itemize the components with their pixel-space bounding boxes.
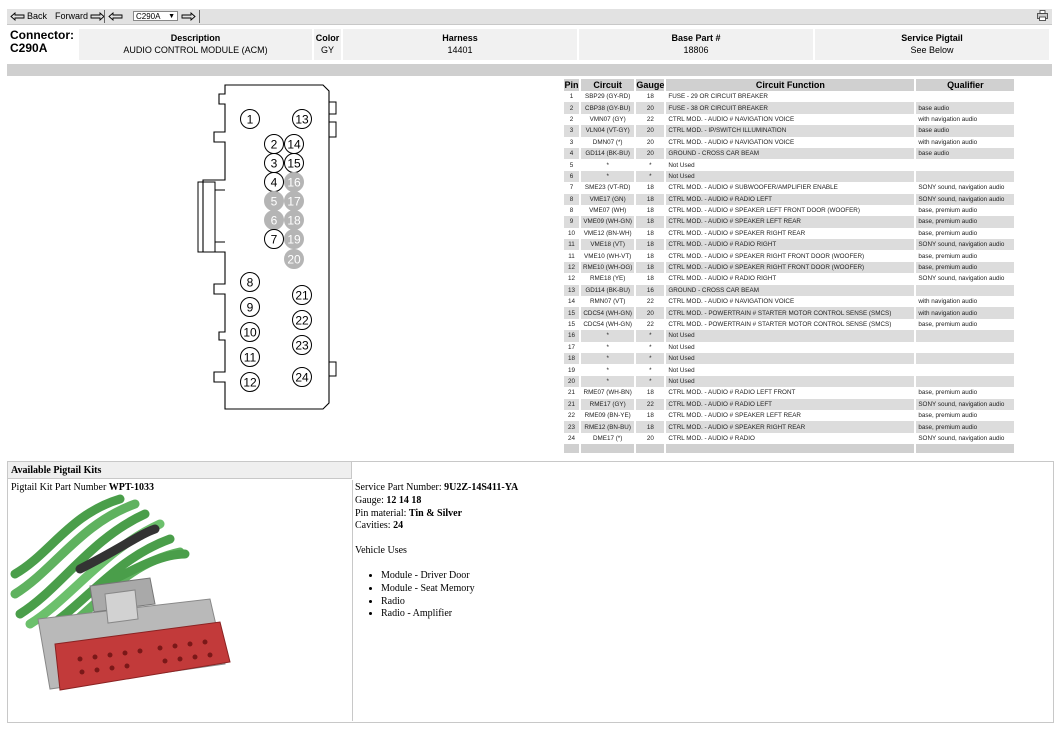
function-cell: Not Used — [665, 376, 915, 387]
gauge-cell: 18 — [635, 228, 665, 239]
function-cell: CTRL MOD. - AUDIO # NAVIGATION VOICE — [665, 114, 915, 125]
basepart-title: Base Part # — [671, 33, 721, 43]
table-row — [564, 364, 1015, 375]
qualifier-cell: base, premium audio — [915, 250, 1015, 261]
description-value: AUDIO CONTROL MODULE (ACM) — [123, 45, 268, 55]
qualifier-cell: base audio — [915, 125, 1015, 136]
pin-cell: 3 — [564, 125, 580, 136]
circuit-cell: RME10 (WH-OG) — [580, 262, 635, 273]
table-row — [564, 148, 1015, 159]
function-cell: Not Used — [665, 171, 915, 182]
circuit-cell: DMN07 (*) — [580, 137, 635, 148]
function-cell: Not Used — [665, 159, 915, 170]
function-cell: CTRL MOD. - AUDIO # NAVIGATION VOICE — [665, 296, 915, 307]
pin-cell: 12 — [564, 262, 580, 273]
connector-latch-outline — [198, 182, 225, 252]
function-cell: CTRL MOD. - AUDIO # SPEAKER RIGHT REAR — [665, 228, 915, 239]
qualifier-cell — [915, 330, 1015, 341]
function-cell: CTRL MOD. - AUDIO # RADIO — [665, 433, 915, 444]
vehicle-uses-list — [355, 570, 518, 621]
gauge-cell: * — [635, 330, 665, 341]
function-cell: CTRL MOD. - AUDIO # SPEAKER LEFT REAR — [665, 216, 915, 227]
function-cell: Not Used — [665, 342, 915, 353]
function-cell: CTRL MOD. - IP/SWITCH ILLUMINATION — [665, 125, 915, 136]
table-row — [564, 194, 1015, 205]
function-cell: CTRL MOD. - AUDIO # SUBWOOFER/AMPLIFIER ENABLE — [665, 182, 915, 193]
qualifier-cell — [915, 353, 1015, 364]
cavity-number: 21 — [295, 288, 309, 303]
back-button[interactable] — [10, 10, 47, 23]
description-cell — [79, 29, 312, 60]
cavity-number: 3 — [270, 156, 278, 171]
pigtail-cell — [815, 29, 1049, 60]
gauge-cell: * — [635, 342, 665, 353]
gauge-cell: * — [635, 171, 665, 182]
pin-cell: 10 — [564, 228, 580, 239]
table-row — [564, 285, 1015, 296]
gauge-cell: 18 — [635, 91, 665, 102]
gauge-line — [355, 495, 518, 508]
qualifier-cell — [915, 171, 1015, 182]
footer-cell — [580, 444, 635, 453]
pigtail-title: Service Pigtail — [901, 33, 963, 43]
function-cell: Not Used — [665, 364, 915, 375]
gauge-cell: 18 — [635, 205, 665, 216]
table-row — [564, 319, 1015, 330]
qualifier-cell — [915, 342, 1015, 353]
pin-cell: 12 — [564, 273, 580, 284]
gauge-cell: 22 — [635, 114, 665, 125]
kit-details — [355, 482, 518, 621]
table-row — [564, 102, 1015, 113]
connector-outline — [203, 85, 329, 409]
cavity-number: 8 — [246, 275, 254, 290]
table-row — [564, 410, 1015, 421]
footer-cell — [915, 444, 1015, 453]
circuit-cell: * — [580, 171, 635, 182]
circuit-cell: RME18 (YE) — [580, 273, 635, 284]
section-divider-bar — [7, 64, 1052, 76]
cavity-number: 23 — [295, 338, 309, 353]
cavity-number: 6 — [270, 213, 278, 228]
gauge-cell: 20 — [635, 433, 665, 444]
table-row — [564, 421, 1015, 432]
pin-cell: 7 — [564, 182, 580, 193]
cavity-number: 17 — [287, 194, 301, 209]
col-circuit: Circuit — [580, 79, 635, 91]
qualifier-cell: SONY sound, navigation audio — [915, 273, 1015, 284]
circuit-cell: VLN04 (VT-GY) — [580, 125, 635, 136]
circuit-cell: CBP38 (GY-BU) — [580, 102, 635, 113]
pin-cell: 3 — [564, 137, 580, 148]
gauge-cell: 22 — [635, 399, 665, 410]
table-row — [564, 342, 1015, 353]
pin-cell: 1 — [564, 91, 580, 102]
cavity-number: 14 — [287, 137, 301, 152]
connector-label: Connector: — [10, 28, 74, 42]
kit-part-line — [8, 480, 352, 493]
circuit-cell: VME10 (WH-VT) — [580, 250, 635, 261]
chevron-down-icon: ▼ — [168, 13, 175, 20]
basepart-value: 18806 — [683, 45, 709, 55]
circuit-cell: RME09 (BN-YE) — [580, 410, 635, 421]
vehicle-use-item: • Module - Driver Door — [381, 570, 518, 583]
service-part-value: 9U2Z-14S411-YA — [444, 482, 519, 493]
table-row — [564, 273, 1015, 284]
qualifier-cell: base, premium audio — [915, 387, 1015, 398]
qualifier-cell: base, premium audio — [915, 262, 1015, 273]
gauge-cell: 18 — [635, 421, 665, 432]
toolbar-divider — [199, 10, 200, 23]
connector-select[interactable] — [133, 11, 178, 21]
gauge-cell: 18 — [635, 387, 665, 398]
circuit-cell: VME09 (WH-GN) — [580, 216, 635, 227]
gauge-cell: 20 — [635, 307, 665, 318]
table-row — [564, 159, 1015, 170]
table-row — [564, 296, 1015, 307]
qualifier-cell: SONY sound, navigation audio — [915, 182, 1015, 193]
cavity-number: 10 — [243, 325, 257, 340]
pin-cell: 19 — [564, 364, 580, 375]
cavity-number: 22 — [295, 313, 309, 328]
function-cell: CTRL MOD. - AUDIO # SPEAKER LEFT REAR — [665, 410, 915, 421]
function-cell: Not Used — [665, 330, 915, 341]
pin-material-line — [355, 508, 518, 521]
toolbar — [7, 9, 1052, 25]
function-cell: CTRL MOD. - AUDIO # RADIO RIGHT — [665, 273, 915, 284]
table-row — [564, 125, 1015, 136]
gauge-cell: * — [635, 353, 665, 364]
gauge-value: 12 14 18 — [386, 494, 422, 506]
function-cell: GROUND - CROSS CAR BEAM — [665, 148, 915, 159]
circuit-cell: * — [580, 342, 635, 353]
qualifier-cell: SONY sound, navigation audio — [915, 194, 1015, 205]
pin-cell: 2 — [564, 102, 580, 113]
pin-cell: 20 — [564, 376, 580, 387]
cavity-group — [241, 110, 312, 392]
cavity-number: 11 — [243, 350, 257, 365]
table-row — [564, 307, 1015, 318]
circuit-cell: RME07 (WH-BN) — [580, 387, 635, 398]
gauge-cell: 18 — [635, 239, 665, 250]
circuit-cell: CDC54 (WH-GN) — [580, 307, 635, 318]
pin-cell: 11 — [564, 250, 580, 261]
circuit-cell: RME12 (BN-BU) — [580, 421, 635, 432]
qualifier-cell — [915, 364, 1015, 375]
function-cell: GROUND - CROSS CAR BEAM — [665, 285, 915, 296]
back-arrow-icon — [10, 12, 25, 21]
gauge-cell: 18 — [635, 182, 665, 193]
pin-cell: 18 — [564, 353, 580, 364]
qualifier-cell: base, premium audio — [915, 205, 1015, 216]
toolbar-divider — [104, 10, 105, 23]
harness-cell — [343, 29, 577, 60]
gauge-cell: 22 — [635, 296, 665, 307]
qualifier-cell: with navigation audio — [915, 114, 1015, 125]
pin-material-value: Tin & Silver — [408, 507, 463, 519]
printer-icon[interactable] — [1037, 10, 1048, 21]
qualifier-cell: base, premium audio — [915, 228, 1015, 239]
vehicle-use-item: • Module - Seat Memory — [381, 583, 518, 596]
circuit-cell: * — [580, 330, 635, 341]
pin-cell: 8 — [564, 205, 580, 216]
col-gauge: Gauge — [636, 80, 665, 90]
gauge-cell: * — [635, 364, 665, 375]
function-cell: FUSE - 29 OR CIRCUIT BREAKER — [665, 91, 915, 102]
cavity-number: 5 — [270, 194, 278, 209]
kits-title: Available Pigtail Kits — [8, 462, 352, 479]
cavities-label: Cavities: — [355, 520, 391, 532]
cavity-number: 16 — [287, 175, 301, 190]
connector-right-tab — [329, 102, 336, 376]
pin-cell: 21 — [564, 399, 580, 410]
table-row — [564, 182, 1015, 193]
table-row — [564, 228, 1015, 239]
table-row — [564, 433, 1015, 444]
circuit-cell: VME12 (BN-WH) — [580, 228, 635, 239]
qualifier-cell — [915, 91, 1015, 102]
function-cell: CTRL MOD. - AUDIO # SPEAKER LEFT FRONT DOOR (WOOFER) — [665, 205, 915, 216]
pin-cell: 8 — [564, 194, 580, 205]
pin-cell: 6 — [564, 171, 580, 182]
qualifier-cell: SONY sound, navigation audio — [915, 433, 1015, 444]
circuit-cell: * — [580, 364, 635, 375]
gauge-label: Gauge: — [355, 494, 384, 506]
qualifier-cell: base audio — [915, 148, 1015, 159]
next-arrow-icon — [181, 12, 196, 21]
cavity-number: 24 — [295, 370, 309, 385]
table-row — [564, 387, 1015, 398]
kit-part-number: WPT-1033 — [108, 482, 154, 493]
table-row — [564, 376, 1015, 387]
circuit-cell: VME07 (WH) — [580, 205, 635, 216]
function-cell: CTRL MOD. - AUDIO # RADIO LEFT FRONT — [665, 387, 915, 398]
pin-cell: 24 — [564, 433, 580, 444]
pin-cell: 5 — [564, 159, 580, 170]
col-qualifier: Qualifier — [915, 79, 1015, 91]
circuit-cell: * — [580, 353, 635, 364]
gauge-cell: 22 — [635, 319, 665, 330]
gauge-cell: 18 — [635, 194, 665, 205]
description-title: Description — [170, 33, 221, 43]
cavity-number: 7 — [270, 232, 278, 247]
circuit-cell: DME17 (*) — [580, 433, 635, 444]
prev-arrow-icon — [108, 12, 123, 21]
circuit-cell: * — [580, 376, 635, 387]
gauge-cell: 20 — [635, 125, 665, 136]
pigtail-connector-image — [10, 494, 240, 704]
footer-cell — [564, 444, 580, 453]
function-cell: CTRL MOD. - AUDIO # SPEAKER RIGHT REAR — [665, 421, 915, 432]
pigtail-value[interactable]: See Below — [910, 45, 954, 55]
cavity-number: 2 — [270, 137, 278, 152]
pin-cell: 16 — [564, 330, 580, 341]
basepart-cell — [579, 29, 813, 60]
harness-value: 14401 — [447, 45, 473, 55]
qualifier-cell: base, premium audio — [915, 216, 1015, 227]
gauge-cell: * — [635, 376, 665, 387]
circuit-cell: * — [580, 159, 635, 170]
pin-table-body — [564, 91, 1015, 453]
harness-title: Harness — [442, 33, 478, 43]
gauge-cell: 18 — [635, 262, 665, 273]
qualifier-cell: SONY sound, navigation audio — [915, 239, 1015, 250]
gauge-cell: 18 — [635, 273, 665, 284]
cavity-number: 15 — [287, 156, 301, 171]
function-cell: CTRL MOD. - AUDIO # RADIO LEFT — [665, 399, 915, 410]
next-connector-button[interactable] — [181, 10, 196, 23]
circuit-cell: VMN07 (GY) — [580, 114, 635, 125]
vehicle-use-item: • Radio — [381, 596, 518, 609]
gauge-cell: 18 — [635, 216, 665, 227]
table-row — [564, 216, 1015, 227]
qualifier-cell: SONY sound, navigation audio — [915, 399, 1015, 410]
cavity-number: 18 — [287, 213, 301, 228]
cavity-number: 4 — [270, 175, 278, 190]
function-cell: CTRL MOD. - AUDIO # SPEAKER RIGHT FRONT DOOR (WOOFER) — [665, 262, 915, 273]
function-cell: CTRL MOD. - AUDIO # RADIO RIGHT — [665, 239, 915, 250]
table-row — [564, 399, 1015, 410]
qualifier-cell — [915, 159, 1015, 170]
qualifier-cell: with navigation audio — [915, 137, 1015, 148]
pin-cell: 23 — [564, 421, 580, 432]
table-row — [564, 171, 1015, 182]
qualifier-cell: base, premium audio — [915, 421, 1015, 432]
color-cell — [314, 29, 341, 60]
connector-select-value: C290A — [136, 12, 161, 21]
pigtail-kits-panel — [7, 461, 1054, 723]
qualifier-cell: with navigation audio — [915, 307, 1015, 318]
circuit-cell: VME17 (GN) — [580, 194, 635, 205]
pin-table-header — [564, 79, 1015, 91]
pin-cell: 22 — [564, 410, 580, 421]
circuit-cell: SBP29 (GY-RD) — [580, 91, 635, 102]
qualifier-cell: base, premium audio — [915, 410, 1015, 421]
pin-table — [564, 79, 1016, 453]
forward-button[interactable] — [55, 10, 105, 23]
qualifier-cell: base audio — [915, 102, 1015, 113]
vehicle-uses-title: Vehicle Uses — [355, 545, 407, 557]
cavity-number: 12 — [243, 375, 257, 390]
back-label: Back — [27, 11, 48, 21]
connector-heading — [10, 29, 74, 55]
table-row — [564, 239, 1015, 250]
table-row — [564, 262, 1015, 273]
circuit-cell: RME17 (GY) — [580, 399, 635, 410]
forward-arrow-icon — [90, 12, 105, 21]
circuit-cell: VME18 (VT) — [580, 239, 635, 250]
gauge-cell: 20 — [635, 137, 665, 148]
cavity-number: 19 — [287, 232, 301, 247]
qualifier-cell: with navigation audio — [915, 296, 1015, 307]
gauge-cell: 20 — [635, 102, 665, 113]
pin-cell: 21 — [564, 387, 580, 398]
table-footer-row — [564, 444, 1015, 453]
table-row — [564, 114, 1015, 125]
pin-cell: 17 — [564, 342, 580, 353]
cavity-number: 13 — [295, 112, 309, 127]
circuit-cell: SME23 (VT-RD) — [580, 182, 635, 193]
pin-cell: 4 — [564, 148, 580, 159]
cavity-number: 20 — [287, 252, 301, 267]
circuit-cell: RMN07 (VT) — [580, 296, 635, 307]
circuit-cell: CDC54 (WH-GN) — [580, 319, 635, 330]
footer-cell — [635, 444, 665, 453]
pin-cell: 14 — [564, 296, 580, 307]
kit-part-label: Pigtail Kit Part Number — [11, 482, 107, 493]
connector-face-diagram — [195, 82, 345, 412]
kit-image-panel — [8, 480, 353, 721]
pin-cell: 13 — [564, 285, 580, 296]
pin-cell: 2 — [564, 114, 580, 125]
service-part-line — [355, 482, 518, 495]
gauge-cell: 16 — [635, 285, 665, 296]
pin-cell: 15 — [564, 307, 580, 318]
col-pin: Pin — [564, 80, 579, 90]
forward-label: Forward — [55, 11, 89, 21]
cavity-number: 9 — [246, 300, 254, 315]
gauge-cell: * — [635, 159, 665, 170]
table-row — [564, 91, 1015, 102]
qualifier-cell — [915, 376, 1015, 387]
qualifier-cell: base, premium audio — [915, 319, 1015, 330]
color-title: Color — [315, 33, 340, 43]
table-row — [564, 137, 1015, 148]
table-row — [564, 250, 1015, 261]
table-row — [564, 330, 1015, 341]
cavity-number: 1 — [246, 112, 254, 127]
vehicle-use-item: • Radio - Amplifier — [381, 608, 518, 621]
function-cell: CTRL MOD. - AUDIO # SPEAKER RIGHT FRONT DOOR (WOOFER) — [665, 250, 915, 261]
function-cell: FUSE - 38 OR CIRCUIT BREAKER — [665, 102, 915, 113]
function-cell: CTRL MOD. - POWERTRAIN # STARTER MOTOR CONTROL SENSE (SMCS) — [665, 307, 915, 318]
color-value: GY — [320, 45, 334, 55]
connector-id: C290A — [10, 41, 48, 55]
prev-connector-button[interactable] — [108, 10, 123, 23]
pin-cell: 11 — [564, 239, 580, 250]
cavities-value: 24 — [393, 520, 404, 532]
function-cell: Not Used — [665, 353, 915, 364]
table-row — [564, 353, 1015, 364]
circuit-cell: GD114 (BK-BU) — [580, 148, 635, 159]
gauge-cell: 18 — [635, 410, 665, 421]
col-function: Circuit Function — [665, 79, 915, 91]
table-row — [564, 205, 1015, 216]
function-cell: CTRL MOD. - POWERTRAIN # STARTER MOTOR CONTROL SENSE (SMCS) — [665, 319, 915, 330]
pin-material-label: Pin material: — [355, 507, 407, 519]
service-part-label: Service Part Number: — [355, 482, 442, 493]
qualifier-cell — [915, 285, 1015, 296]
cavities-line — [355, 520, 518, 533]
circuit-cell: GD114 (BK-BU) — [580, 285, 635, 296]
pin-cell: 9 — [564, 216, 580, 227]
gauge-cell: 18 — [635, 250, 665, 261]
pin-cell: 15 — [564, 319, 580, 330]
function-cell: CTRL MOD. - AUDIO # RADIO LEFT — [665, 194, 915, 205]
function-cell: CTRL MOD. - AUDIO # NAVIGATION VOICE — [665, 137, 915, 148]
footer-cell — [665, 444, 915, 453]
gauge-cell: 20 — [635, 148, 665, 159]
